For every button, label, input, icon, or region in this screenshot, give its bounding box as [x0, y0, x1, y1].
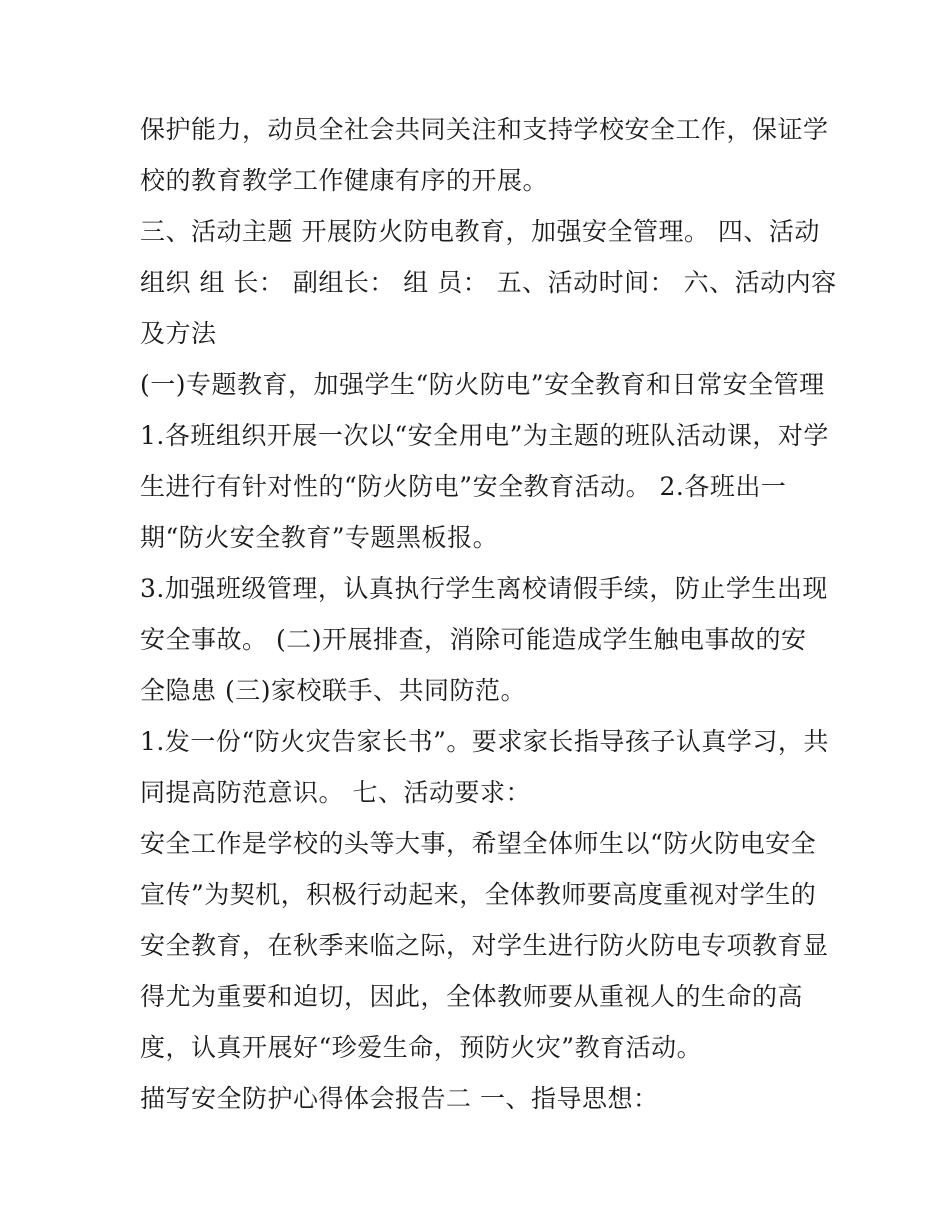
- text-line: 生进行有针对性的“防火防电”安全教育活动。 2.各班出一: [140, 472, 787, 501]
- text-line: 校的教育教学工作健康有序的开展。: [140, 166, 549, 195]
- text-line: 三、活动主题 开展防火防电教育，加强安全管理。 四、活动: [140, 217, 820, 246]
- text-line: 组织 组 长： 副组长： 组 员： 五、活动时间： 六、活动内容: [140, 268, 837, 297]
- text-line: 保护能力，动员全社会共同关注和支持学校安全工作，保证学: [140, 115, 829, 144]
- text-line: 得尤为重要和迫切，因此，全体教师要从重视人的生命的高: [140, 982, 804, 1011]
- text-line: 1.发一份“防火灾告家长书”。要求家长指导孩子认真学习，共: [140, 727, 829, 756]
- text-line: 度，认真开展好“珍爱生命，预防火灾”教育活动。: [140, 1033, 703, 1062]
- text-line: 宣传”为契机，积极行动起来，全体教师要高度重视对学生的: [140, 880, 817, 909]
- text-line: 期“防火安全教育”专题黑板报。: [140, 523, 499, 552]
- text-line: 安全事故。 (二)开展排查，消除可能造成学生触电事故的安: [140, 625, 807, 654]
- text-line: 描写安全防护心得体会报告二 一、指导思想：: [140, 1084, 659, 1113]
- text-line: 全隐患 (三)家校联手、共同防范。: [140, 676, 526, 705]
- text-line: 3.加强班级管理，认真执行学生离校请假手续，防止学生出现: [140, 574, 828, 603]
- text-line: 1.各班组织开展一次以“安全用电”为主题的班队活动课，对学: [140, 421, 829, 450]
- text-line: 及方法: [140, 319, 217, 348]
- text-line: (一)专题教育，加强学生“防火防电”安全教育和日常安全管理: [140, 370, 825, 399]
- text-line: 安全教育，在秋季来临之际，对学生进行防火防电专项教育显: [140, 931, 829, 960]
- text-line: 安全工作是学校的头等大事，希望全体师生以“防火防电安全: [140, 829, 817, 858]
- text-line: 同提高防范意识。 七、活动要求：: [140, 778, 531, 807]
